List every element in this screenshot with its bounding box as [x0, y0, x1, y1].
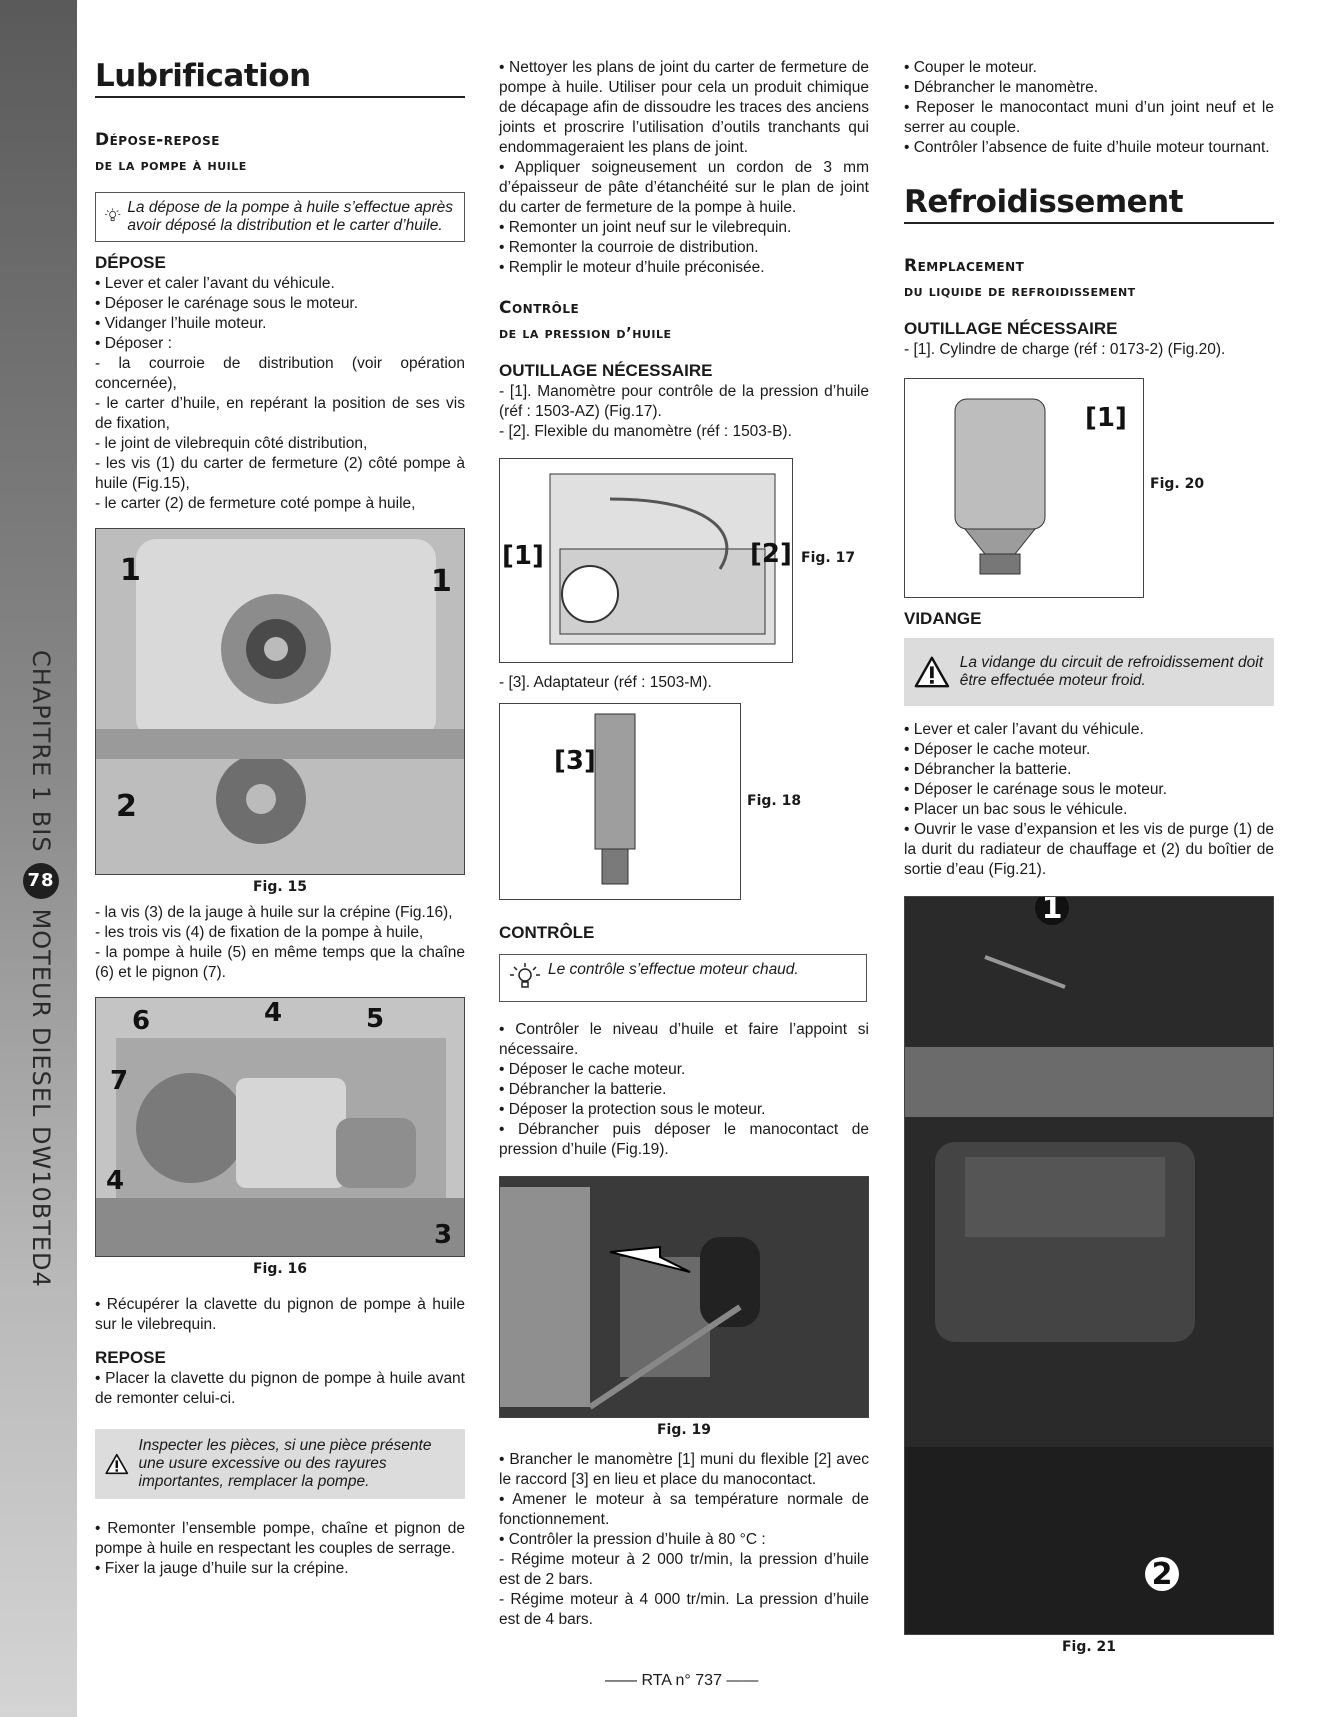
depose-heading: DÉPOSE: [95, 253, 166, 272]
fig18-label: [3]: [554, 746, 596, 776]
figure-17-drawing: [499, 458, 793, 663]
warning-icon: [105, 1438, 129, 1490]
tool-item: - [2]. Flexible du manomètre (réf : 1503-B).: [499, 423, 792, 440]
subtitle-1: Dépose-repose: [95, 130, 220, 150]
chapter-label: [16, 650, 66, 1650]
after-fig15-item: - la pompe à huile (5) en même temps que la chaîne (6) et le pignon (7).: [95, 944, 465, 981]
controle-item: • Débrancher puis déposer le manocontact de pression d’huile (Fig.19).: [499, 1121, 869, 1158]
column-2: [499, 58, 869, 1630]
fig16-label: 3: [434, 1220, 453, 1250]
fig15-caption: Fig. 15: [252, 879, 308, 895]
intro-item: • Remplir le moteur d’huile préconisée.: [499, 259, 765, 276]
intro-item: • Débrancher le manomètre.: [904, 79, 1099, 96]
intro-item: • Appliquer soigneusement un cordon de 3 mm d’épaisseur de pâte d’étanchéité sur le plan de joint du carter de fermeture de la pompe à huile.: [499, 159, 869, 216]
depose-item: • Déposer :: [95, 335, 172, 352]
chapter-title: CHAPITRE 1 BIS: [27, 650, 55, 853]
fig19-caption: Fig. 19: [656, 1422, 712, 1438]
controle-item: • Contrôler le niveau d’huile et faire l’appoint si nécessaire.: [499, 1021, 869, 1058]
fig16-label: 4: [106, 1166, 125, 1196]
figure-21-photo: [904, 896, 1274, 1635]
subtitle-1: Contrôle: [499, 298, 580, 318]
intro-item: • Nettoyer les plans de joint du carter de fermeture de pompe à huile. Utiliser pour cela un produit chimique de décapage afin de dissoudre les traces des anciens joints et proscrire l’utilisation d’outils tranchants qui endommageraient les plans de joint.: [499, 59, 869, 156]
info-note-text: La dépose de la pompe à huile s’effectue après avoir déposé la distribution et le carter d’huile.: [127, 199, 454, 234]
after-fig19-item: • Contrôler la pression d’huile à 80 °C :: [499, 1531, 766, 1548]
depose-item: - les vis (1) du carter de fermeture (2) côté pompe à huile (Fig.15),: [95, 455, 465, 492]
engine-title: MOTEUR DIESEL DW10BTED4: [27, 908, 55, 1288]
after-fig15-item: - la vis (3) de la jauge à huile sur la crépine (Fig.16),: [95, 904, 453, 921]
vidange-item: • Débrancher la batterie.: [904, 761, 1072, 778]
warning-icon: [914, 646, 950, 698]
subtitle-2: de la pompe à huile: [95, 156, 247, 174]
vidange-item: • Placer un bac sous le véhicule.: [904, 801, 1128, 818]
column-1: [95, 58, 465, 1579]
fig17-label: [1]: [502, 541, 544, 571]
info-note-text: Le contrôle s’effectue moteur chaud.: [548, 961, 799, 978]
after-fig19-item: • Amener le moteur à sa température normale de fonctionnement.: [499, 1491, 869, 1528]
tools-heading: OUTILLAGE NÉCESSAIRE: [499, 361, 713, 380]
tool-item: - [1]. Manomètre pour contrôle de la pression d’huile (réf : 1503-AZ) (Fig.17).: [499, 383, 869, 420]
depose-item: • Vidanger l’huile moteur.: [95, 315, 267, 332]
fig21-label: 1: [1035, 896, 1069, 925]
after-fig19-item: - Régime moteur à 2 000 tr/min, la pression d’huile est de 2 bars.: [499, 1551, 869, 1588]
controle-item: • Débrancher la batterie.: [499, 1081, 667, 1098]
vidange-item: • Ouvrir le vase d’expansion et les vis de purge (1) de la durit du radiateur de chauffage et (2) du boîtier de sortie d’eau (Fig.21).: [904, 821, 1274, 878]
after-fig15-item: - les trois vis (4) de fixation de la pompe à huile,: [95, 924, 424, 941]
intro-item: • Reposer le manocontact muni d’un joint neuf et le serrer au couple.: [904, 99, 1274, 136]
after-fig19-item: • Brancher le manomètre [1] muni du flexible [2] avec le raccord [3] en lieu et place du manocontact.: [499, 1451, 869, 1488]
fig20-label: [1]: [1085, 403, 1127, 433]
fig21-caption: Fig. 21: [1061, 1639, 1117, 1655]
vidange-item: • Lever et caler l’avant du véhicule.: [904, 721, 1144, 738]
depose-item: - le joint de vilebrequin côté distribution,: [95, 435, 368, 452]
intro-item: • Remonter un joint neuf sur le vilebrequin.: [499, 219, 792, 236]
subtitle-2: de la pression d’huile: [499, 324, 672, 342]
fig16-label: 7: [110, 1066, 129, 1096]
depose-item: - le carter (2) de fermeture coté pompe à huile,: [95, 495, 416, 512]
intro-item: • Remonter la courroie de distribution.: [499, 239, 759, 256]
fig15-label: 2: [116, 789, 137, 824]
section-title-refroidissement: Refroidissement: [904, 184, 1274, 224]
fig16-caption: Fig. 16: [252, 1261, 308, 1277]
warning-box: [904, 638, 1274, 706]
vidange-item: • Déposer le carénage sous le moteur.: [904, 781, 1168, 798]
after-fig19-item: - Régime moteur à 4 000 tr/min. La pression d’huile est de 4 bars.: [499, 1591, 869, 1628]
figure-18-drawing: [499, 703, 741, 900]
warning-box: [95, 1429, 465, 1499]
depose-item: - la courroie de distribution (voir opération concernée),: [95, 355, 465, 392]
intro-item: • Couper le moteur.: [904, 59, 1037, 76]
vidange-item: • Déposer le cache moteur.: [904, 741, 1091, 758]
fig15-label: 1: [431, 564, 452, 599]
warning-text: Inspecter les pièces, si une pièce présente une usure excessive ou des rayures importantes, remplacer la pompe.: [138, 1437, 432, 1490]
lightbulb-icon: [508, 961, 542, 995]
warning-text: La vidange du circuit de refroidissement doit être effectuée moteur froid.: [959, 654, 1264, 689]
page-footer: —— RTA n° 737 ——: [605, 1672, 759, 1689]
figure-19-photo: [499, 1176, 869, 1418]
fig17-label: [2]: [750, 539, 792, 569]
fig20-caption: Fig. 20: [1150, 476, 1205, 492]
figure-15-photo: [95, 528, 465, 875]
tools-heading: OUTILLAGE NÉCESSAIRE: [904, 319, 1118, 338]
after-fig16-text: • Récupérer la clavette du pignon de pompe à huile sur le vilebrequin.: [95, 1296, 465, 1333]
subtitle-2: du liquide de refroidissement: [904, 282, 1136, 300]
fig16-label: 4: [264, 998, 283, 1028]
final-item: • Remonter l’ensemble pompe, chaîne et pignon de pompe à huile en respectant les couples de serrage.: [95, 1520, 465, 1557]
depose-item: • Lever et caler l’avant du véhicule.: [95, 275, 335, 292]
intro-item: • Contrôler l’absence de fuite d’huile moteur tournant.: [904, 139, 1270, 156]
column-3: [904, 58, 1274, 1659]
fig15-label: 1: [120, 553, 141, 588]
controle-heading: CONTRÔLE: [499, 923, 595, 942]
page-number-badge: 78: [23, 863, 59, 899]
fig16-label: 6: [132, 1006, 151, 1036]
repose-heading: REPOSE: [95, 1348, 166, 1367]
vidange-heading: VIDANGE: [904, 609, 982, 628]
controle-item: • Déposer la protection sous le moteur.: [499, 1101, 766, 1118]
controle-item: • Déposer le cache moteur.: [499, 1061, 686, 1078]
depose-item: • Déposer le carénage sous le moteur.: [95, 295, 359, 312]
section-title-lubrification: Lubrification: [95, 58, 465, 98]
lightbulb-icon: [104, 199, 121, 233]
figure-16-photo: [95, 997, 465, 1257]
info-note: [499, 954, 867, 1002]
info-note: [95, 192, 465, 242]
tool-item: - [1]. Cylindre de charge (réf : 0173-2) (Fig.20).: [904, 341, 1226, 358]
fig16-label: 5: [366, 1004, 385, 1034]
final-item: • Fixer la jauge d’huile sur la crépine.: [95, 1560, 349, 1577]
fig17-caption: Fig. 17: [801, 550, 856, 566]
repose-item: • Placer la clavette du pignon de pompe à huile avant de remonter celui-ci.: [95, 1370, 465, 1407]
fig18-caption: Fig. 18: [747, 793, 802, 809]
depose-item: - le carter d’huile, en repérant la position de ses vis de fixation,: [95, 395, 465, 432]
tool3-text: - [3]. Adaptateur (réf : 1503-M).: [499, 674, 712, 691]
figure-20-drawing: [904, 378, 1144, 598]
subtitle-1: Remplacement: [904, 256, 1025, 276]
fig21-label: 2: [1145, 1557, 1179, 1591]
